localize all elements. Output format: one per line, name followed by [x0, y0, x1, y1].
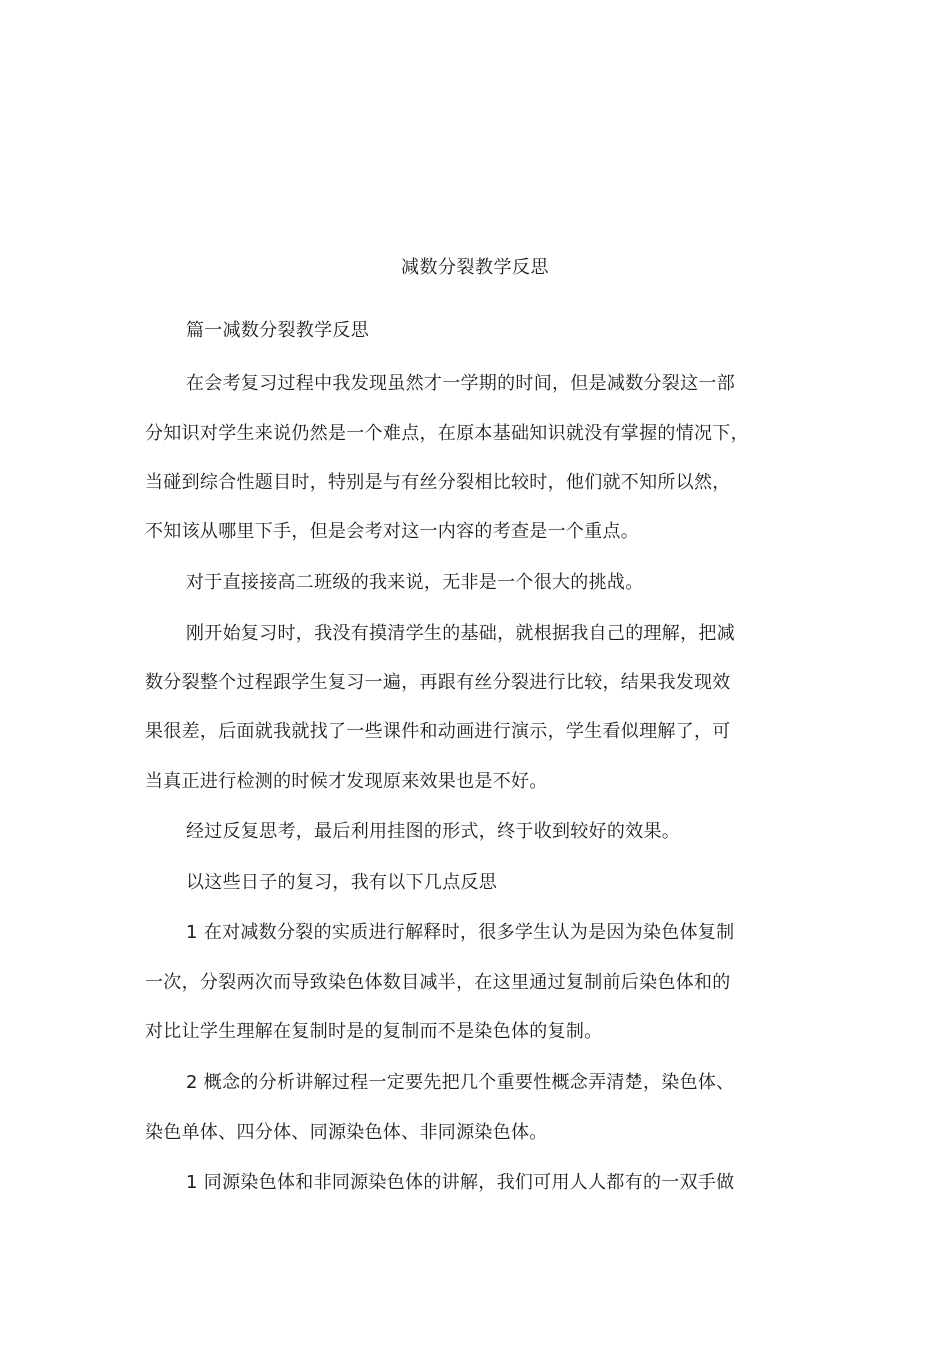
document-title: 减数分裂教学反思: [401, 257, 549, 278]
paragraph-line: 对比让学生理解在复制时是的复制而不是染色体的复制。: [145, 1021, 603, 1042]
paragraph-line: 以这些日子的复习，我有以下几点反思: [186, 872, 498, 893]
paragraph-line: 一次，分裂两次而导致染色体数目减半，在这里通过复制前后染色体和的: [145, 972, 731, 993]
paragraph-line: 果很差，后面就我就找了一些课件和动画进行演示，学生看似理解了，可: [145, 721, 731, 742]
paragraph-line: 经过反复思考，最后利用挂图的形式，终于收到较好的效果。: [186, 821, 681, 842]
paragraph-line: 对于直接接高二班级的我来说，无非是一个很大的挑战。: [186, 572, 644, 593]
section-heading: 篇一减数分裂教学反思: [186, 320, 369, 341]
paragraph-line: 1 同源染色体和非同源染色体的讲解，我们可用人人都有的一双手做: [186, 1172, 735, 1193]
paragraph-line: 不知该从哪里下手，但是会考对这一内容的考查是一个重点。: [145, 521, 640, 542]
paragraph-line: 刚开始复习时，我没有摸清学生的基础，就根据我自己的理解，把减: [186, 623, 735, 644]
paragraph-line: 1 在对减数分裂的实质进行解释时，很多学生认为是因为染色体复制: [186, 922, 735, 943]
paragraph-line: 数分裂整个过程跟学生复习一遍，再跟有丝分裂进行比较，结果我发现效: [145, 672, 731, 693]
paragraph-line: 当真正进行检测的时候才发现原来效果也是不好。: [145, 771, 548, 792]
paragraph-line: 染色单体、四分体、同源染色体、非同源染色体。: [145, 1122, 548, 1143]
paragraph-line: 2 概念的分析讲解过程一定要先把几个重要性概念弄清楚，染色体、: [186, 1072, 735, 1093]
paragraph-line: 在会考复习过程中我发现虽然才一学期的时间，但是减数分裂这一部: [186, 373, 735, 394]
paragraph-line: 当碰到综合性题目时，特别是与有丝分裂相比较时，他们就不知所以然，: [145, 472, 731, 493]
paragraph-line: 分知识对学生来说仍然是一个难点，在原本基础知识就没有掌握的情况下，: [145, 423, 749, 444]
